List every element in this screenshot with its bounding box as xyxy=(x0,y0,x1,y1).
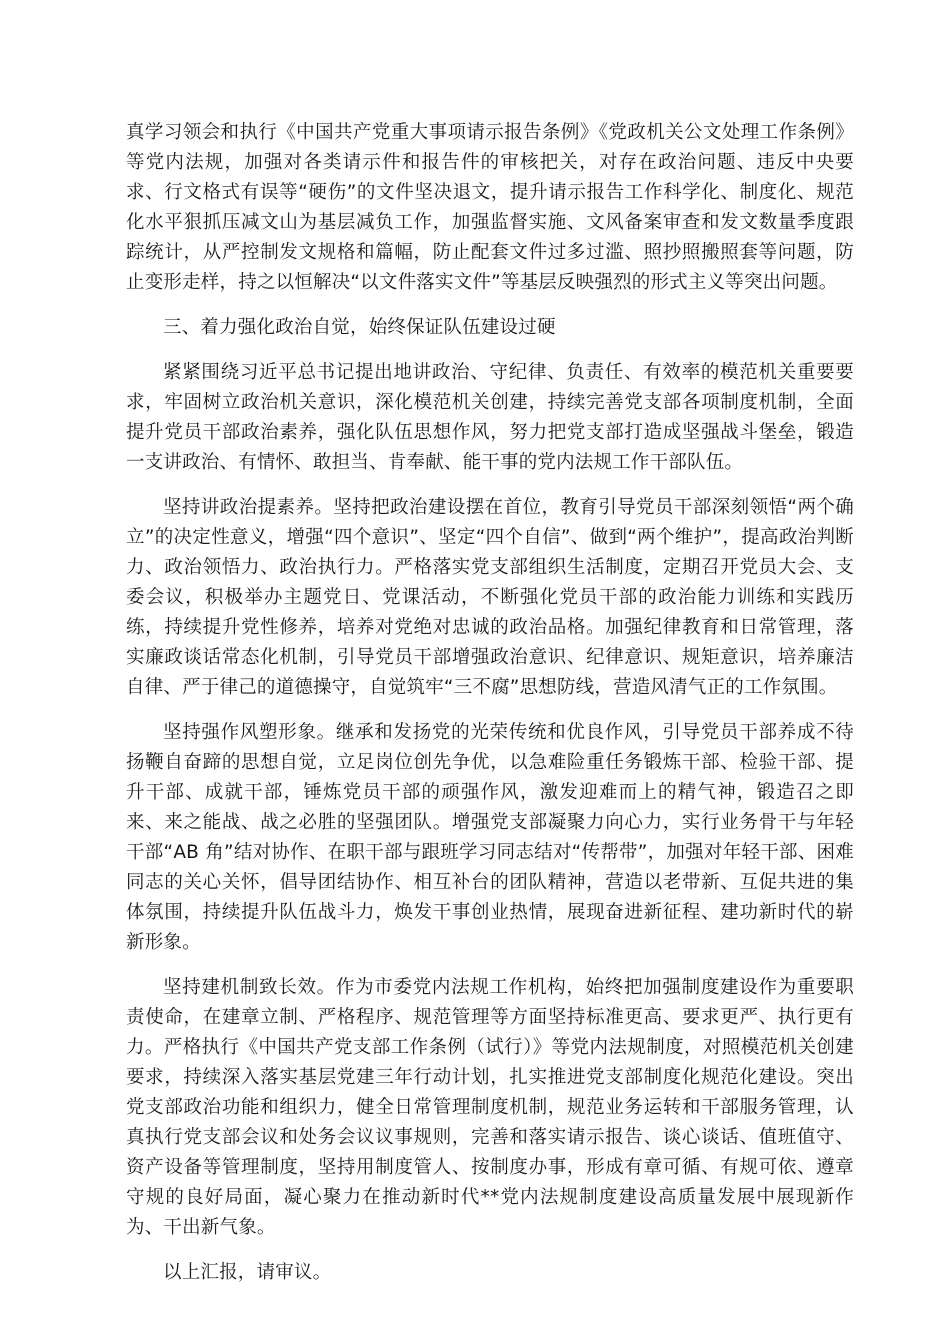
section-heading: 三、着力强化政治自觉，始终保证队伍建设过硬 xyxy=(163,317,556,338)
paragraph-intro: 紧紧围绕习近平总书记提出地讲政治、守纪律、负责任、有效率的模范机关重要要求，牢固树立政治机关意识，深化模范机关创建，持续完善党支部各项制度机制，全面提升党员干部政治素养，强化队伍思想作风，努力把党支部打造成坚强战斗堡垒，锻造一支讲政治、有情怀、敢担当、肯奉献、能干事的党内法规工作干部队伍。 xyxy=(126,362,854,473)
paragraph-politics: 坚持讲政治提素养。坚持把政治建设摆在首位，教育引导党员干部深刻领悟“两个确立”的决定性意义，增强“四个意识”、坚定“四个自信”、做到“两个维护”，提高政治判断力、政治领悟力、政治执行力。严格落实党支部组织生活制度，定期召开党员大会、支委会议，积极举办主题党日、党课活动，不断强化党员干部的政治能力训练和实践历练，持续提升党性修养，培养对党绝对忠诚的政治品格。加强纪律教育和日常管理，落实廉政谈话常态化机制，引导党员干部增强政治意识、纪律意识、规矩意识，培养廉洁自律、严于律己的道德操守，自觉筑牢“三不腐”思想防线，营造风清气正的工作氛围。 xyxy=(126,497,854,698)
closing-line: 以上汇报，请审议。 xyxy=(163,1262,332,1283)
paragraph-continuation: 真学习领会和执行《中国共产党重大事项请示报告条例》《党政机关公文处理工作条例》等党内法规，加强对各类请示件和报告件的审核把关，对存在政治问题、违反中央要求、行文格式有误等“硬伤”的文件坚决退文，提升请示报告工作科学化、制度化、规范化水平狠抓压减文山为基层减负工作，加强监督实施、文风备案审查和发文数量季度跟踪统计，从严控制发文规格和篇幅，防止配套文件过多过滥、照抄照搬照套等问题，防止变形走样，持之以恒解决“以文件落实文件”等基层反映强烈的形式主义等突出问题。 xyxy=(126,122,854,293)
paragraph-style: 坚持强作风塑形象。继承和发扬党的光荣传统和优良作风，引导党员干部养成不待扬鞭自奋蹄的思想自觉，立足岗位创先争优，以急难险重任务锻炼干部、检验干部、提升干部、成就干部，锤炼党员干部的顽强作风，激发迎难而上的精气神，锻造召之即来、来之能战、战之必胜的坚强团队。增强党支部凝聚力向心力，实行业务骨干与年轻干部“AB 角”结对协作、在职干部与跟班学习同志结对“传帮带”，加强对年轻干部、困难同志的关心关怀，倡导团结协作、相互补台的团队精神，营造以老带新、互促共进的集体氛围，持续提升队伍战斗力，焕发干事创业热情，展现奋进新征程、建功新时代的崭新形象。 xyxy=(126,722,854,953)
paragraph-mechanism: 坚持建机制致长效。作为市委党内法规工作机构，始终把加强制度建设作为重要职责使命，在建章立制、严格程序、规范管理等方面坚持标准更高、要求更严、执行更有力。严格执行《中国共产党支部工作条例（试行）》等党内法规制度，对照模范机关创建要求，持续深入落实基层党建三年行动计划，扎实推进党支部制度化规范化建设。突出党支部政治功能和组织力，健全日常管理制度机制，规范业务运转和干部服务管理，认真执行党支部会议和处务会议议事规则，完善和落实请示报告、谈心谈话、值班值守、资产设备等管理制度，坚持用制度管人、按制度办事，形成有章可循、有规可依、遵章守规的良好局面，凝心聚力在推动新时代**党内法规制度建设高质量发展中展现新作为、干出新气象。 xyxy=(126,977,854,1238)
document-body xyxy=(126,118,854,1288)
